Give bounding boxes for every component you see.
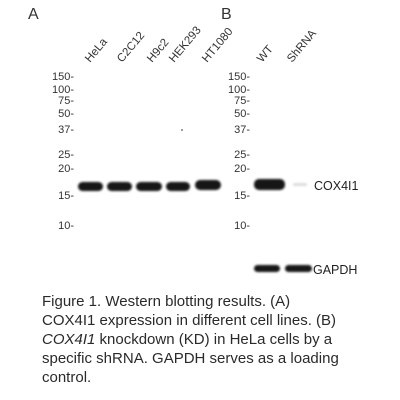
band-wt-cox4i1: [254, 179, 285, 190]
band-hela: [78, 182, 103, 191]
mw-marker-10: 10-: [234, 220, 250, 232]
lane-label-h9c2: H9c2: [145, 36, 172, 65]
lane-label-ht1080: HT1080: [200, 25, 236, 65]
panel-b-gapdh-bands: [254, 265, 312, 272]
caption-line-5: control.: [42, 369, 92, 386]
mw-marker-15: 15-: [234, 190, 250, 202]
band-c2c12: [107, 182, 132, 191]
caption-line-3-text: knockdown (KD) in HeLa cells by a: [95, 331, 333, 348]
panel-a-letter: A: [28, 6, 39, 23]
mw-marker-20: 20-: [234, 163, 250, 175]
lane-label-shrna: ShRNA: [285, 27, 319, 65]
mw-marker-10: 10-: [58, 220, 74, 232]
panel-b-lane-labels: [255, 28, 319, 65]
lane-label-wt: WT: [255, 43, 276, 65]
caption-line-1: Figure 1. Western blotting results. (A): [42, 293, 291, 310]
band-hek293: [166, 182, 190, 191]
mw-marker-37: 37-: [234, 124, 250, 136]
mw-marker-25: 25-: [58, 149, 74, 161]
figure-caption: [42, 292, 382, 387]
band-wt-gapdh: [254, 265, 280, 272]
lane-label-c2c12: C2C12: [115, 29, 148, 65]
panel-a-mw-markers: [52, 71, 74, 232]
mw-marker-50: 50-: [234, 108, 250, 120]
caption-line-4: specific shRNA. GAPDH serves as a loading: [42, 350, 339, 367]
caption-gene-italic: COX4I1: [42, 331, 96, 348]
panel-a-cox4i1-bands: [78, 180, 221, 191]
mw-marker-100: 100-: [51, 84, 74, 96]
mw-marker-25: 25-: [234, 149, 250, 161]
panel-a-lane-labels: [83, 24, 235, 65]
band-label-gapdh: GAPDH: [313, 263, 358, 277]
mw-marker-150: 150-: [227, 71, 250, 83]
mw-marker-75: 75-: [234, 95, 250, 107]
mw-marker-75: 75-: [58, 95, 74, 107]
mw-marker-50: 50-: [58, 108, 74, 120]
mw-marker-20: 20-: [58, 163, 74, 175]
lane-label-hek293: HEK293: [167, 24, 204, 65]
mw-marker-15: 15-: [58, 190, 74, 202]
blot-speck: [181, 129, 183, 131]
mw-marker-37: 37-: [58, 124, 74, 136]
band-ht1080: [195, 180, 221, 190]
caption-line-3: [42, 330, 382, 349]
band-label-cox4i1: COX4I1: [314, 179, 359, 193]
mw-marker-150: 150-: [51, 71, 74, 83]
panel-b-letter: B: [221, 6, 232, 23]
caption-line-2: COX4I1 expression in different cell lines. (B): [42, 312, 337, 329]
panel-b-mw-markers: [228, 71, 250, 232]
band-shrna-cox4i1: [293, 183, 307, 186]
lane-label-hela: HeLa: [83, 36, 110, 65]
mw-marker-100: 100-: [227, 84, 250, 96]
panel-b-cox4i1-bands: [254, 179, 307, 190]
band-shrna-gapdh: [285, 265, 312, 272]
band-h9c2: [136, 182, 162, 191]
